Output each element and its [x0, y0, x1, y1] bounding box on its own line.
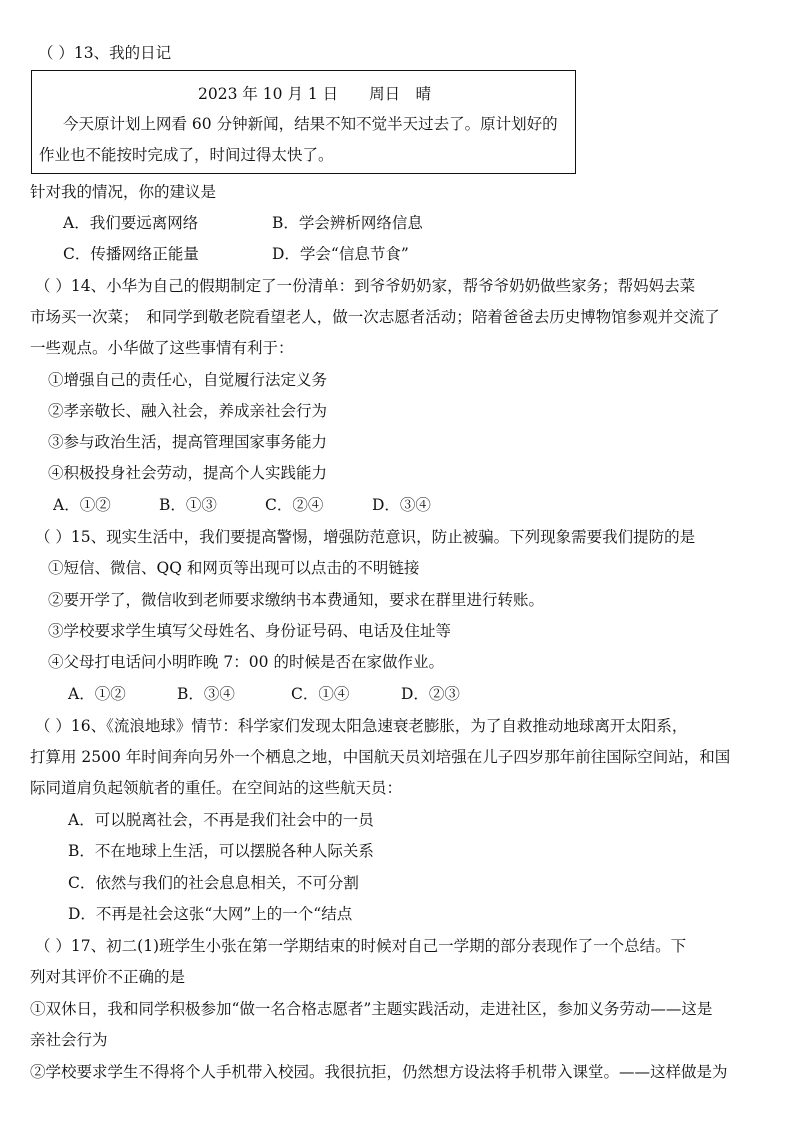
q16-stem: 打算用 2500 年时间奔向另外一个栖息之地，中国航天员刘培强在儿子四岁那年前往国际空间站，和国	[30, 748, 731, 766]
q17-statement-1: 亲社会行为	[30, 1031, 108, 1049]
q15-option-d: D．②③	[401, 685, 460, 703]
q17-statement-2: ②学校要求学生不得将个人手机带入校园。我很抗拒，仍然想方设法将手机带入课堂。——这样做是为	[30, 1063, 728, 1081]
q14-statement-3: ③参与政治生活，提高管理国家事务能力	[48, 433, 328, 451]
q16-stem: 际同道肩负起领航者的重任。在空间站的这些航天员：	[30, 779, 403, 797]
diary-line: 今天原计划上网看 60 分钟新闻，结果不知不觉半天过去了。原计划好的	[63, 115, 558, 133]
diary-header: 2023 年 10 月 1 日 周日 晴	[198, 85, 432, 103]
diary-line: 作业也不能按时完成了，时间过得太快了。	[39, 146, 334, 164]
q14-option-c: C．②④	[265, 496, 324, 514]
q14-stem: 一些观点。小华做了这些事情有利于：	[30, 339, 294, 357]
q15-statement-2: ②要开学了，微信收到老师要求缴纳书本费通知，要求在群里进行转账。	[48, 591, 545, 609]
q13-question: 针对我的情况，你的建议是	[30, 183, 217, 201]
q16-option-a: A．可以脱离社会，不再是我们社会中的一员	[68, 811, 374, 829]
q15-statement-1: ①短信、微信、QQ 和网页等出现可以点击的不明链接	[48, 559, 420, 577]
q16-option-d: D．不再是社会这张“大网”上的一个“结点	[68, 905, 353, 923]
q14-stem: 市场买一次菜； 和同学到敬老院看望老人，做一次志愿者活动；陪着爸爸去历史博物馆参观并交流了	[30, 308, 720, 326]
q15-statement-4: ④父母打电话问小明昨晚 7：00 的时候是否在家做作业。	[48, 653, 444, 671]
q13-option-b: B．学会辨析网络信息	[272, 214, 423, 232]
q16-stem: （ ）16、《流浪地球》情节：科学家们发现太阳急速衰老膨胀，为了自救推动地球离开太阳系，	[35, 717, 688, 735]
q14-stem: （ ）14、小华为自己的假期制定了一份清单：到爷爷奶奶家，帮爷爷奶奶做些家务；帮妈妈去菜	[35, 277, 696, 295]
q16-option-b: B．不在地球上生活，可以摆脱各种人际关系	[68, 842, 374, 860]
q13-stem: （ ）13、我的日记	[38, 44, 172, 62]
q15-option-b: B．③④	[177, 685, 235, 703]
q13-option-a: A．我们要远离网络	[63, 214, 199, 232]
q14-option-d: D．③④	[372, 496, 431, 514]
q16-option-c: C．依然与我们的社会息息相关，不可分割	[68, 874, 359, 892]
q14-option-a: A．①②	[53, 496, 111, 514]
q13-option-d: D．学会“信息节食”	[272, 245, 409, 263]
q17-stem: 列对其评价不正确的是	[30, 968, 186, 986]
q14-statement-1: ①增强自己的责任心，自觉履行法定义务	[48, 371, 328, 389]
q15-statement-3: ③学校要求学生填写父母姓名、身份证号码、电话及住址等	[48, 622, 452, 640]
q17-stem: （ ）17、初二(1)班学生小张在第一学期结束的时候对自己一学期的部分表现作了一个总结。下	[35, 937, 687, 955]
q14-statement-4: ④积极投身社会劳动，提高个人实践能力	[48, 464, 328, 482]
q14-option-b: B．①③	[159, 496, 217, 514]
q14-statement-2: ②孝亲敬长、融入社会，养成亲社会行为	[48, 402, 328, 420]
q15-option-a: A．①②	[68, 685, 126, 703]
q17-statement-1: ①双休日，我和同学积极参加“做一名合格志愿者”主题实践活动，走进社区，参加义务劳动——这是	[30, 1000, 713, 1018]
q15-stem: （ ）15、现实生活中，我们要提高警惕，增强防范意识，防止被骗。下列现象需要我们提防的是	[35, 528, 696, 546]
q15-option-c: C．①④	[291, 685, 350, 703]
q13-option-c: C．传播网络正能量	[63, 245, 199, 263]
